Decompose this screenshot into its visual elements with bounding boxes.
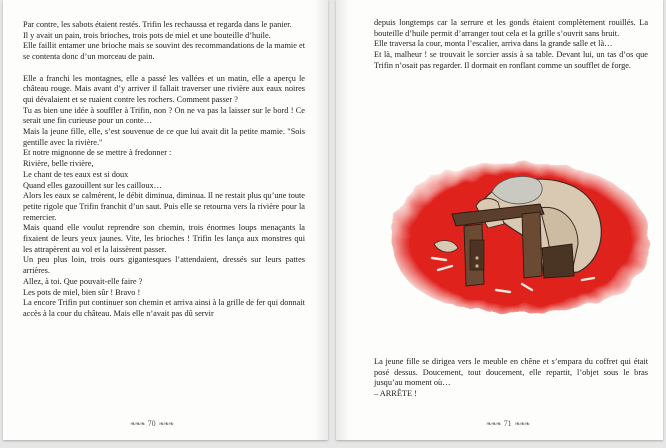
left-page-text: [23, 20, 305, 320]
paragraph: La jeune fille se dirigea vers le meuble en chêne et s’empara du coffret qui était posé dessus. Doucement, tout doucement, elle repartit, l’objet sous le bras jusqu’au moment où…: [374, 357, 648, 388]
paragraph: Elle traversa la cour, monta l’escalier, arriva dans la grande salle et là…: [374, 39, 613, 49]
left-page: [3, 0, 328, 440]
gutter-shadow: [336, 0, 350, 440]
paragraph: Tu as bien une idée à souffler à Trifin, non ? On ne va pas la laisser sur le bord ! Ce serait une fin curieuse pour un conte…: [23, 105, 305, 126]
song-line: Le chant de tes eaux est si doux: [23, 169, 129, 179]
paragraph: Elle faillit entamer une brioche mais se souvint des recommandations de la mamie et se contenta donc d’un morceau de pain.: [23, 41, 305, 62]
paragraph: – ARRÊTE !: [374, 389, 417, 399]
paragraph: Allez, à toi. Que pouvait-elle faire ?: [23, 276, 143, 286]
page-number-left: [130, 419, 173, 428]
song-line: Quand elles gazouillent sur les cailloux…: [23, 180, 162, 190]
page-number: 70: [147, 419, 156, 428]
paragraph: depuis longtemps car la serrure et les gonds étaient complètement rouillés. La bouteille d’huile permit d’arranger tout cela et la grille s’ouvrit sans bruit.: [374, 18, 648, 38]
song-line: Rivière, belle rivière,: [23, 159, 94, 169]
paragraph: Et là, malheur ! se trouvait le sorcier assis à sa table. Devant lui, un tas d’os que Trifin n’osait pas regarder. Il dormait en ronflant comme un soufflet de forge.: [374, 50, 648, 70]
paragraph: Par contre, les sabots étaient restés. Trifin les rechaussa et regarda dans le panier.: [23, 20, 292, 29]
paragraph-gap: [23, 63, 305, 74]
paragraph: Alors les eaux se calmèrent, le débit diminua, diminua. Il ne restait plus qu’une toute petite rigole que Trifin franchit d’un saut. Puis elle se retourna vers la rivière pour la remercier.: [23, 191, 305, 222]
box-on-floor: [542, 244, 574, 278]
paragraph: Mais quand elle voulut reprendre son chemin, trois énormes loups menaçants la fixaient de leurs yeux jaunes. Vite, les brioches ! Trifin les lança aux monstres qui les attrapèrent au vol et la laissèrent passer.: [23, 223, 305, 254]
table-leg-right: [522, 212, 542, 278]
paragraph: Les pots de miel, bien sûr ! Bravo !: [23, 287, 141, 297]
folio-ornament: ❧❧❧: [130, 419, 145, 428]
paragraph: Mais la jeune fille, elle, s’est souvenue de ce que lui avait dit la petite mamie. "Sois gentille avec la rivière.": [23, 127, 305, 147]
right-page-text-bottom: [374, 357, 648, 400]
right-page-text-top: [374, 18, 648, 72]
paragraph: Il y avait un pain, trois brioches, trois pots de miel et une bouteille d’huile.: [23, 30, 271, 40]
page-number: 71: [503, 419, 512, 428]
page-number-right: [486, 419, 529, 428]
folio-ornament: ❧❧❧: [514, 419, 530, 428]
folio-ornament: ❧❧❧: [158, 419, 174, 428]
paragraph: Un peu plus loin, trois ours gigantesques l’attendaient, dressés sur leurs pattes arrières.: [23, 255, 305, 276]
paragraph: Et notre mignonne de se mettre à fredonner :: [23, 148, 172, 158]
gutter-shadow: [314, 0, 328, 440]
folio-ornament: ❧❧❧: [486, 419, 501, 428]
paragraph: La encore Trifin put continuer son chemin et arriva ainsi à la grille de fer qui donnait accès à la cour du château. Mais elle n’avait pas dû servir: [23, 298, 305, 318]
dark-box: [542, 244, 574, 278]
paragraph: Elle a franchi les montagnes, elle a passé les vallées et un matin, elle a aperçu le château rouge. Mais avant d’y arriver il fallait traverser une rivière aux eaux noires qui dévalaient et se ruaient contre les rochers. Comment passer ?: [23, 73, 305, 104]
sorcerer-illustration: [372, 148, 662, 318]
